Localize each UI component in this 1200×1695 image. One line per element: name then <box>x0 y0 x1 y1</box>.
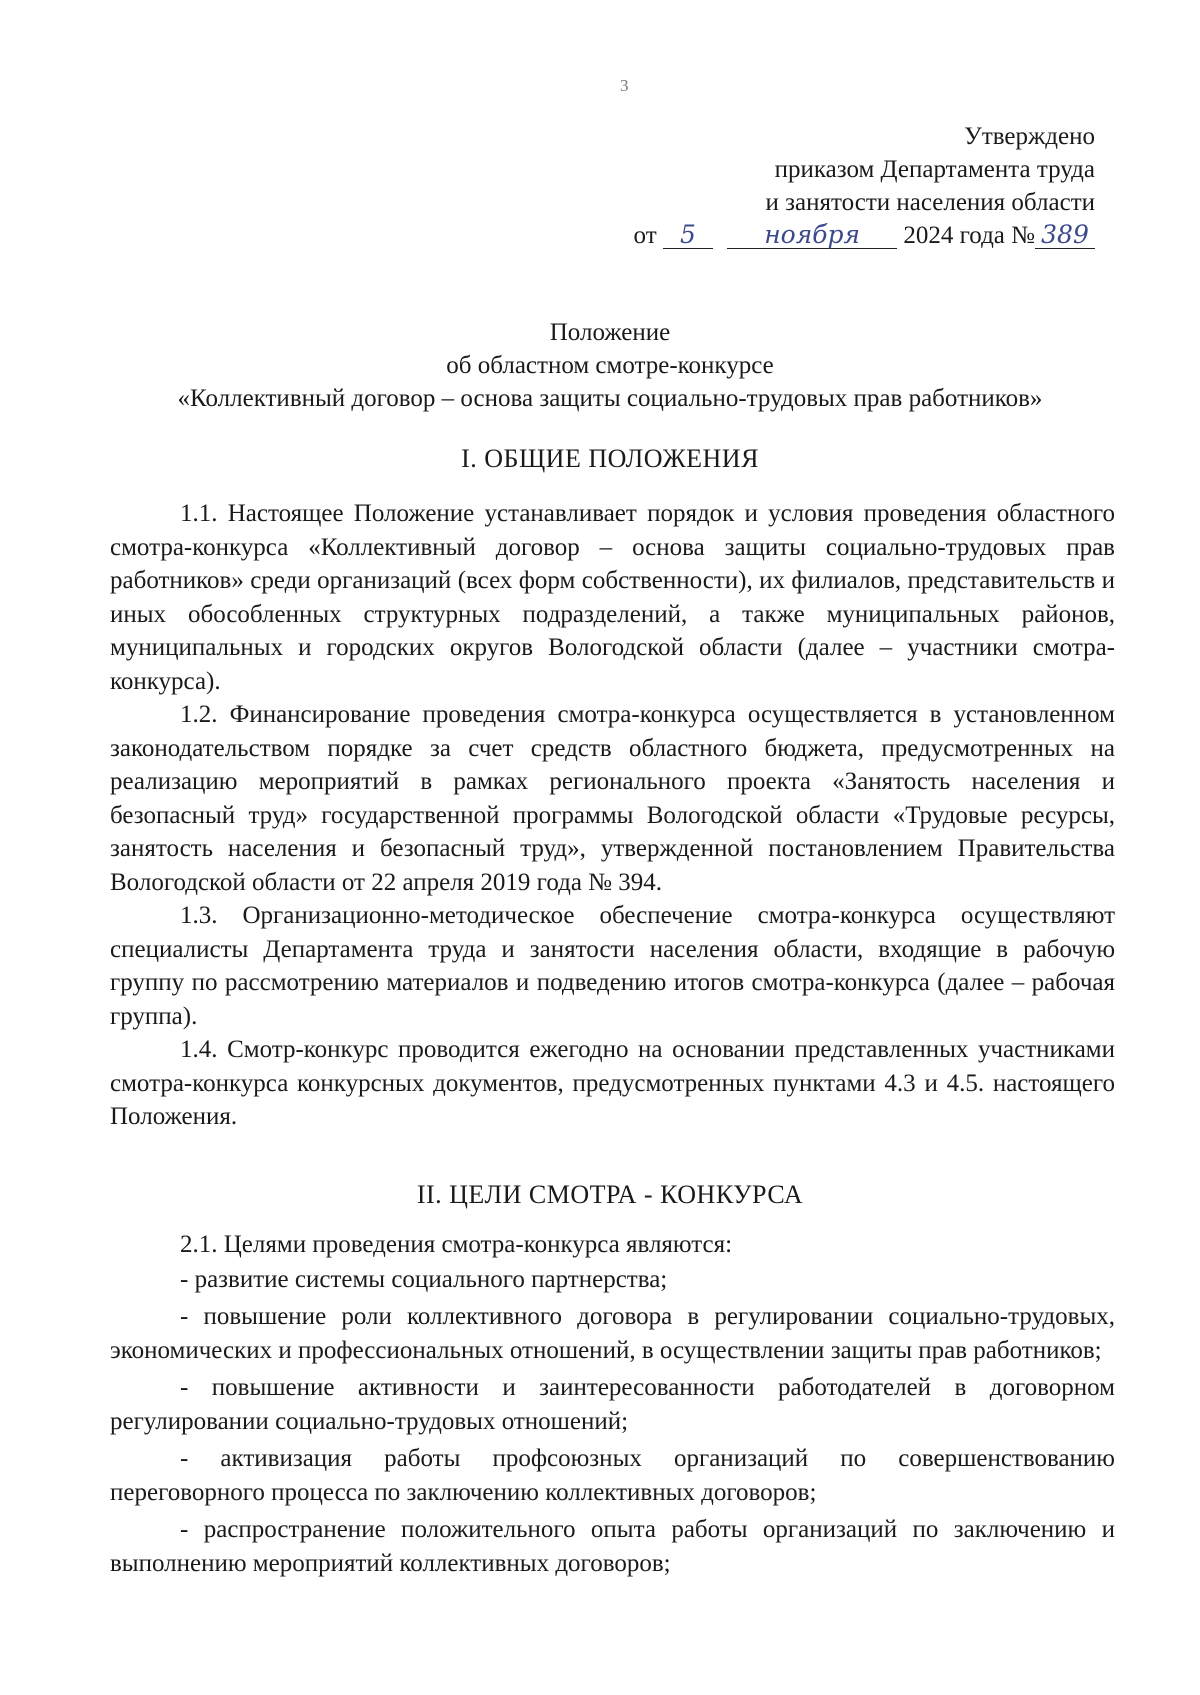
goal-item: - развитие системы социального партнерства; <box>180 1265 668 1293</box>
approval-number: 389 <box>1035 222 1095 249</box>
document-title <box>110 316 1110 415</box>
paragraph-1-2: 1.2. Финансирование проведения смотра-конкурса осуществляется в установленном законодательством порядке за счет средств областного бюджета, предусмотренных на реализацию мероприятий в рамках регионального проекта «Занятость населения и безопасный труд» государственной программы Вологодской области «Трудовые ресурсы, занятость населения и безопасный труд», утвержденной постановлением Правительства Вологодской области от 22 апреля 2019 года № 394. <box>110 701 1115 896</box>
approval-line-3: и занятости населения области <box>765 189 1095 216</box>
title-line-1: Положение <box>549 319 671 346</box>
paragraph-2-1: 2.1. Целями проведения смотра-конкурса являются: <box>180 1231 733 1258</box>
goal-item: - распространение положительного опыта работы организаций по заключению и выполнению мероприятий коллективных договоров; <box>110 1516 1115 1577</box>
approval-line-1: Утверждено <box>964 123 1095 150</box>
goal-item: - повышение роли коллективного договора в регулировании социально-трудовых, экономических и профессиональных отношений, в осуществлении защиты прав работников; <box>110 1303 1115 1364</box>
title-line-2: об областном смотре-конкурсе <box>446 352 774 379</box>
paragraph-1-3: 1.3. Организационно-методическое обеспечение смотра-конкурса осуществляют специалисты Департамента труда и занятости населения области, входящие в рабочую группу по рассмотрению материалов и подведению итогов смотра-конкурса (далее – рабочая группа). <box>110 902 1115 1030</box>
approval-year: 2024 года № <box>903 222 1035 249</box>
goal-item: - повышение активности и заинтересованности работодателей в договорном регулировании социально-трудовых отношений; <box>110 1374 1115 1435</box>
section-1-heading: I. ОБЩИЕ ПОЛОЖЕНИЯ <box>461 444 759 473</box>
approval-day: 5 <box>663 222 713 249</box>
paragraph-1-4: 1.4. Смотр-конкурс проводится ежегодно на основании представленных участниками смотра-конкурса конкурсных документов, предусмотренных пунктами 4.3 и 4.5. настоящего Положения. <box>110 1036 1115 1130</box>
approval-month: ноября <box>727 222 897 249</box>
approval-date <box>575 219 1095 252</box>
section-1-body <box>110 497 1115 1134</box>
paragraph-1-1: 1.1. Настоящее Положение устанавливает порядок и условия проведения областного смотра-конкурса «Коллективный договор – основа защиты социально-трудовых прав работников» среди организаций (всех форм собственности), их филиалов, представительств и иных обособленных структурных подразделений, а также муниципальных районов, муниципальных и городских округов Вологодской области (далее – участники смотра-конкурса). <box>110 500 1115 695</box>
approval-stamp <box>575 120 1095 252</box>
section-2-heading: II. ЦЕЛИ СМОТРА - КОНКУРСА <box>416 1180 804 1209</box>
title-line-3: «Коллективный договор – основа защиты социально-трудовых прав работников» <box>177 385 1043 412</box>
goal-item: - активизация работы профсоюзных организаций по совершенствованию переговорного процесса по заключению коллективных договоров; <box>110 1445 1115 1506</box>
section-2-body <box>110 1228 1115 1584</box>
approval-line-2: приказом Департамента труда <box>774 156 1095 183</box>
page-number: 3 <box>620 76 629 95</box>
approval-date-prefix: от <box>633 222 657 249</box>
